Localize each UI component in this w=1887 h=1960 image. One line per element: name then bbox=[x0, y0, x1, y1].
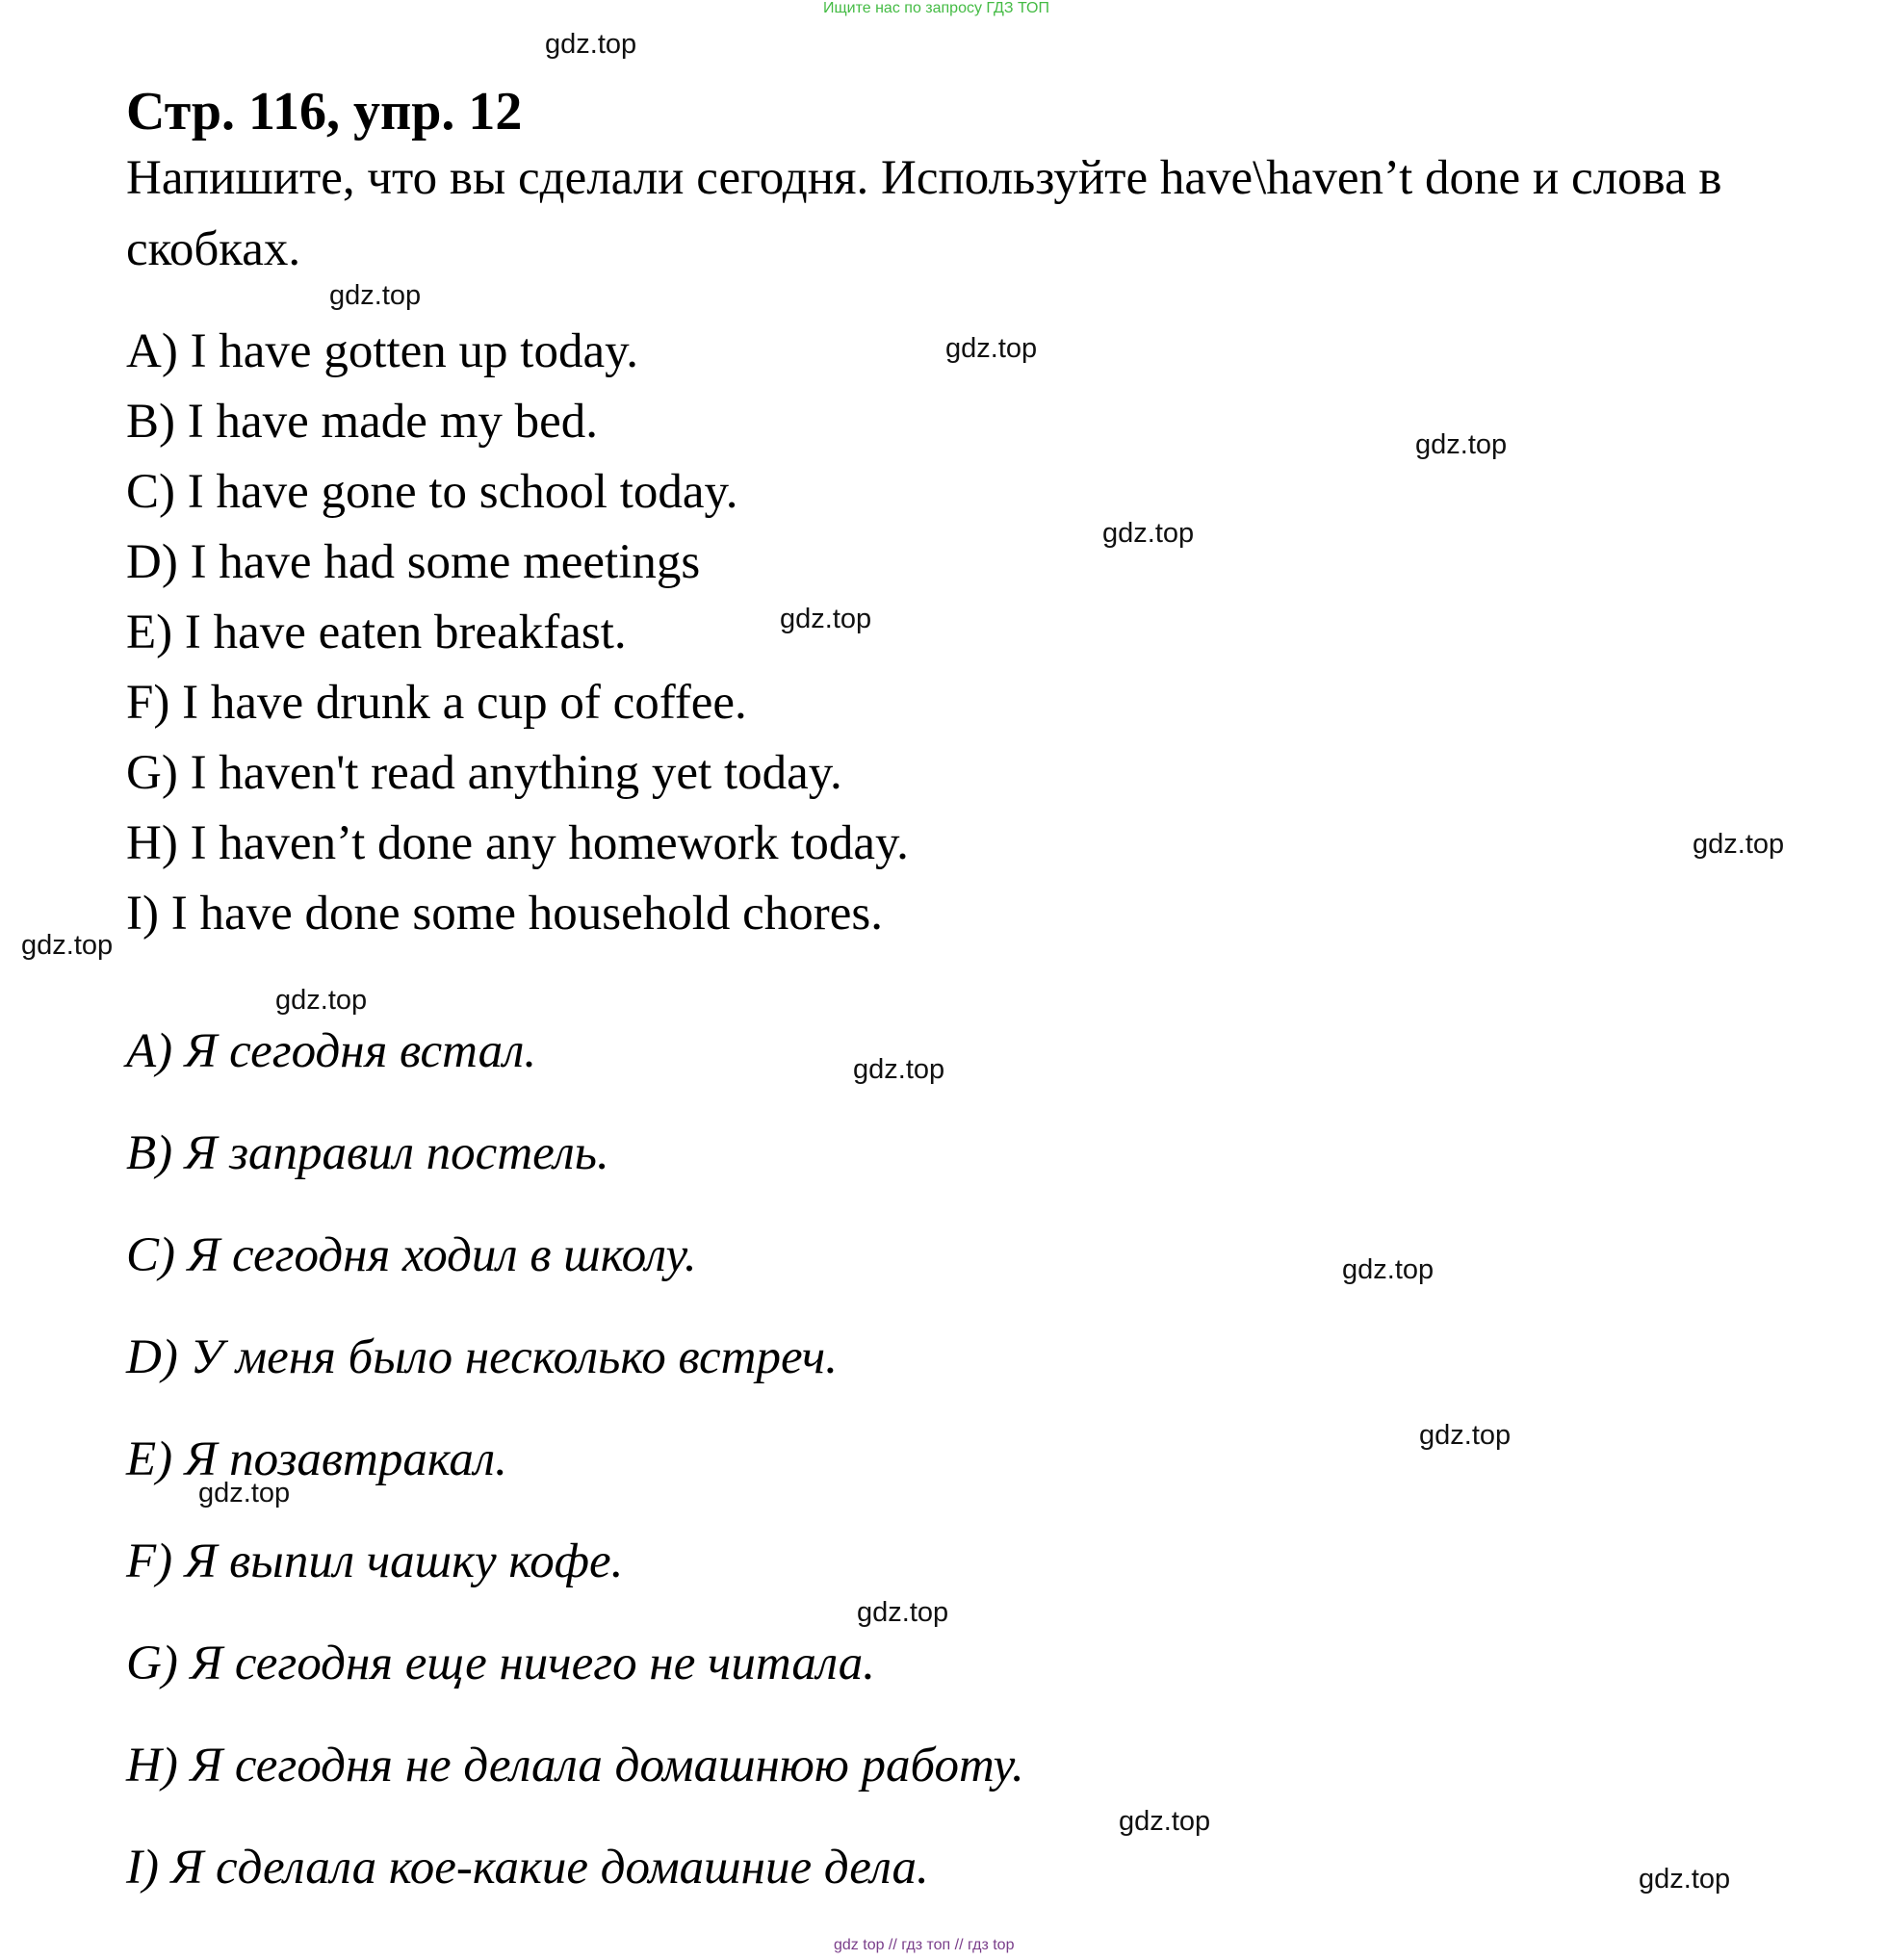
watermark: gdz.top bbox=[1419, 1420, 1512, 1451]
english-answer-a: A) I have gotten up today. bbox=[126, 324, 639, 378]
watermark: gdz.top bbox=[1119, 1806, 1211, 1837]
watermark: gdz.top bbox=[945, 333, 1038, 364]
watermark: gdz.top bbox=[857, 1597, 949, 1628]
russian-translation-c: C) Я сегодня ходил в школу. bbox=[126, 1228, 697, 1282]
top-banner: Ищите нас по запросу ГДЗ ТОП bbox=[823, 0, 1049, 16]
exercise-title: Стр. 116, упр. 12 bbox=[126, 82, 523, 142]
watermark: gdz.top bbox=[1693, 829, 1785, 860]
watermark: gdz.top bbox=[198, 1478, 291, 1509]
watermark: gdz.top bbox=[21, 930, 114, 961]
footer-text: gdz top // гдз топ // гдз top bbox=[834, 1937, 1015, 1953]
english-answer-e: E) I have eaten breakfast. bbox=[126, 606, 627, 659]
russian-translation-a: A) Я сегодня встал. bbox=[126, 1024, 537, 1078]
watermark: gdz.top bbox=[545, 29, 637, 60]
watermark: gdz.top bbox=[780, 604, 872, 634]
watermark: gdz.top bbox=[1639, 1864, 1731, 1895]
english-answer-f: F) I have drunk a cup of coffee. bbox=[126, 676, 747, 730]
exercise-instruction: Напишите, что вы сделали сегодня. Используйте have\haven’t done и слова в скобках. bbox=[126, 151, 1722, 276]
english-answer-d: D) I have had some meetings bbox=[126, 535, 701, 589]
russian-translation-i: I) Я сделала кое-какие домашние дела. bbox=[126, 1841, 929, 1895]
english-answer-c: C) I have gone to school today. bbox=[126, 465, 738, 519]
watermark: gdz.top bbox=[275, 985, 368, 1016]
russian-translation-f: F) Я выпил чашку кофе. bbox=[126, 1534, 624, 1588]
russian-translation-g: G) Я сегодня еще ничего не читала. bbox=[126, 1637, 875, 1690]
english-answer-b: B) I have made my bed. bbox=[126, 395, 599, 449]
english-answer-g: G) I haven't read anything yet today. bbox=[126, 746, 842, 800]
russian-translation-e: E) Я позавтракал. bbox=[126, 1432, 507, 1486]
english-answer-i: I) I have done some household chores. bbox=[126, 887, 884, 941]
watermark: gdz.top bbox=[853, 1054, 945, 1085]
russian-translation-h: H) Я сегодня не делала домашнюю работу. bbox=[126, 1739, 1024, 1792]
russian-translation-d: D) У меня было несколько встреч. bbox=[126, 1330, 839, 1384]
russian-translation-b: B) Я заправил постель. bbox=[126, 1126, 609, 1180]
watermark: gdz.top bbox=[329, 280, 422, 311]
watermark: gdz.top bbox=[1415, 429, 1508, 460]
watermark: gdz.top bbox=[1342, 1254, 1435, 1285]
english-answer-h: H) I haven’t done any homework today. bbox=[126, 816, 909, 870]
watermark: gdz.top bbox=[1102, 518, 1195, 549]
